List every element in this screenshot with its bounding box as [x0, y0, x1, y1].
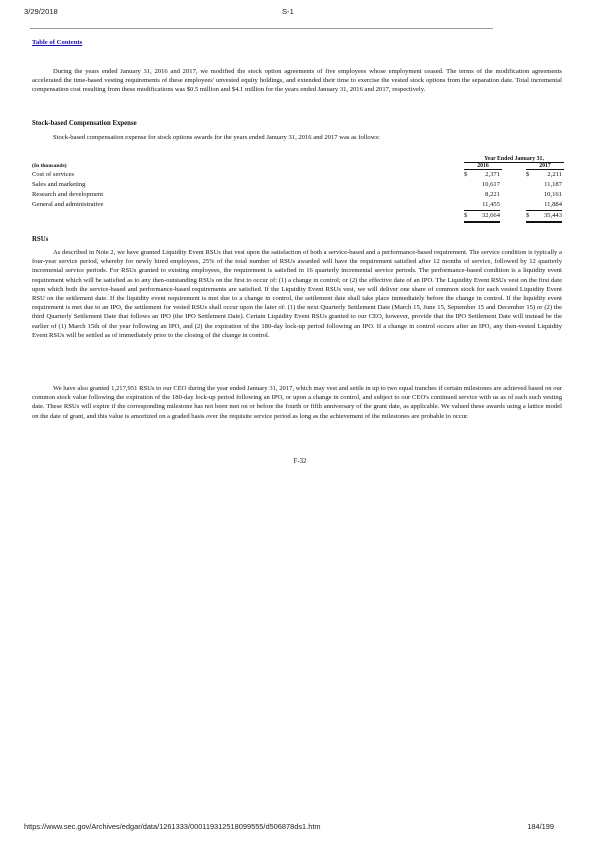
column-header-2016: 2016 [464, 163, 502, 170]
value-2016: 11,455 [464, 201, 500, 211]
table-row: Research and development 8,221 10,161 [32, 191, 562, 198]
source-url: https://www.sec.gov/Archives/edgar/data/1261333/000119312518099555/d506878ds1.htm [24, 822, 321, 831]
table-of-contents-link[interactable]: Table of Contents [32, 39, 83, 46]
column-header-2017: 2017 [526, 163, 564, 170]
row-label: Research and development [32, 191, 104, 198]
page-number: F-32 [293, 458, 307, 465]
document-title: S-1 [282, 7, 294, 16]
rsu-paragraph-2: We have also granted 1,217,951 RSUs to our CEO during the year ended January 31, 2017, which may vest and settle in up to two equal tranches if certain milestones are achieved based on our common stock value following the expiration of the 180-day lock-up period following an IPO, or upon a change in control, and subject to our CEO's continued service with us as of each such vesting date. These RSUs will expire if the corresponding milestone has not been met on or before the fourth or fifth anniversary of the grant date, as applicable. We valued these awards using a lattice model on the date of grant, and this value is amortized on a graded basis over the requisite service period as long as the achievement of the milestones are probable to occur. [32, 385, 562, 420]
table-total-row [32, 212, 572, 221]
period-header: Year Ended January 31, [464, 156, 564, 163]
page-count: 184/199 [527, 822, 554, 831]
print-date: 3/29/2018 [24, 7, 58, 16]
table-row [32, 201, 572, 210]
value-2017: 11,884 [526, 201, 562, 211]
row-label: Sales and marketing [32, 181, 86, 188]
rsu-heading: RSUs [32, 236, 49, 243]
header-divider [30, 28, 493, 29]
print-header [24, 7, 576, 19]
total-2016: $ 32,664 [464, 212, 500, 223]
table-row: Sales and marketing 10,617 11,187 [32, 181, 562, 188]
rsu-paragraph-1: As described in Note 2, we have granted Liquidity Event RSUs that vest upon the satisfaction of both a service-based and a performance-based requirement. The service condition is typically a four-year service period, whereby for newly hired employees, 25% of the total number of RSUs awarded will have the requirement satisfied after 12 months of service, followed by 12 quarterly incremental service periods. For RSUs granted to existing employees, the requirement is satisfied in 16 quarterly incremental service periods. The performance-based condition is a liquidity event requirement which will be satisfied as to any then-outstanding RSUs on the first to occur of: (1) a change in control; or (2) the effective date of an IPO. The Liquidity Event RSUs vest on the first date upon which both the service-based and performance-based requirements are satisfied. If the Liquidity Event RSUs vest, we will deliver one share of common stock for each vested Liquidity Event RSU on the settlement date. If the liquidity event requirement is met due to a change in control, the settlement date shall take place immediately before the change in control. If the liquidity event requirement is met due to an IPO, the settlement for vested RSUs shall occur upon the later of: (1) the next Quarterly Settlement Date (March 15, June 15, September 15 and December 15) or (2) the third Quarterly Settlement Date that follows an IPO (the IPO Settlement Date). Certain Liquidity Event RSUs granted to our CEO, however, provide that the IPO Settlement Date will instead be the earlier of (1) March 15th of the year following an IPO, and (2) the expiration of the 180-day lock-up period following an IPO. If a change in control occurs after an IPO, any then-vested Liquidity Event RSUs will be settled as of immediately prior to the closing of the change in control. [32, 249, 562, 339]
row-label: General and administrative [32, 201, 104, 208]
total-2017: $ 35,443 [526, 212, 562, 223]
row-label: Cost of services [32, 171, 75, 178]
table-row: Cost of services $ 2,371 $ 2,211 [32, 171, 562, 178]
unit-label: (In thousands) [32, 163, 67, 169]
sbc-intro: Stock-based compensation expense for stock options awards for the years ended January 31, 2016 and 2017 was as follows: [53, 134, 380, 141]
modification-paragraph: During the years ended January 31, 2016 and 2017, we modified the stock option agreements of five employees whose employment ceased. The terms of the modification agreements accelerated the time-based vesting requirements of these employees' unvested equity holdings, and extended their time to exercise the vested stock options from the separation date. Total incremental compensation cost resulting from these modifications was $0.5 million and $4.1 million for the years ended January 31, 2016 and 2017, respectively. [32, 68, 562, 94]
sbc-heading: Stock-based Compensation Expense [32, 120, 137, 127]
